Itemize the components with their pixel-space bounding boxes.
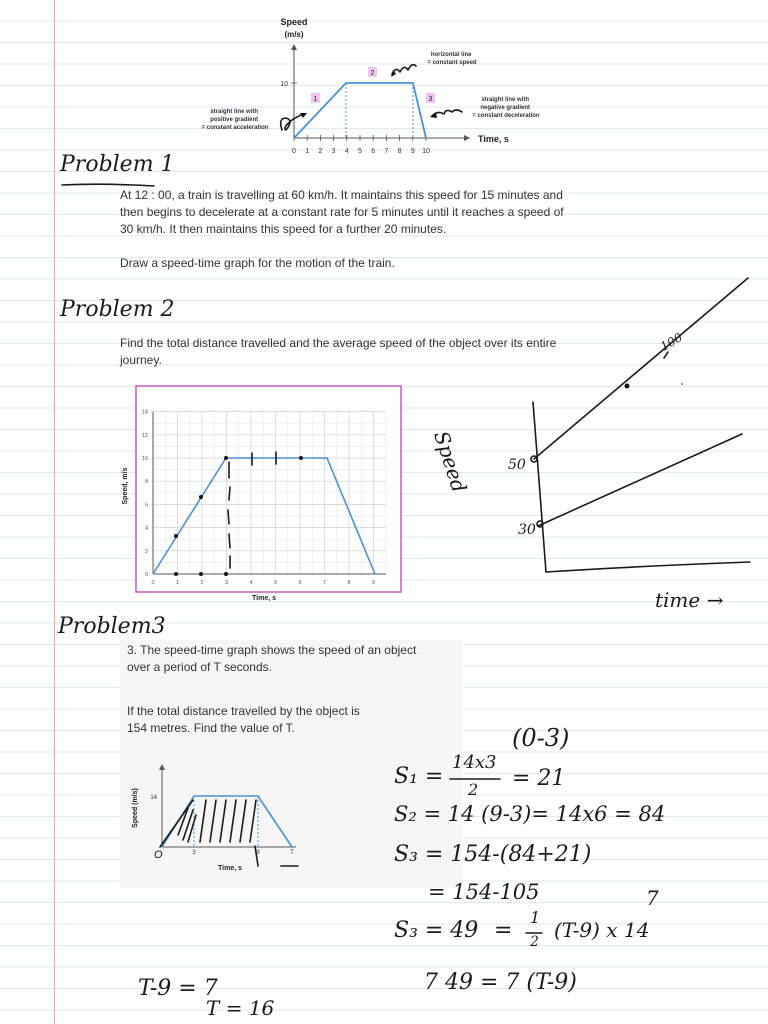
working-s1: S₁ = (394, 764, 444, 789)
problem2-line-2: journey. (120, 353, 162, 367)
figure1-x-tick-label: 10 (422, 148, 430, 155)
problem3-hatching (160, 800, 298, 866)
figure1-x-tick-label: 8 (397, 148, 402, 155)
problem3-y-label: Speed (m/s) (132, 788, 139, 828)
working-half-numerator: 1 (530, 908, 541, 927)
problem3-line-1: 3. The speed-time graph shows the speed of an object (127, 643, 417, 657)
problem2-y-tick-label: 6 (144, 502, 148, 509)
figure1-x-tick-label: 1 (305, 148, 310, 155)
problem3-x-tick-9: 9 (256, 850, 260, 856)
problem3-line-2: over a period of T seconds. (127, 660, 272, 674)
working-s2: S₂ = 14 (9-3)= 14x6 = 84 (394, 802, 666, 826)
figure1-y-tick: 10 (280, 81, 288, 88)
reference-speed-time-figure (180, 10, 570, 160)
problem2-x-tick-label: 3 (224, 580, 229, 586)
problem2-y-tick-label: 14 (141, 409, 148, 416)
figure1-marker-3: 3 (428, 96, 433, 103)
problem2-heading: Problem 2 (60, 297, 175, 322)
figure1-x-tick-label: 3 (331, 148, 336, 155)
working-seven-note: 7 (646, 886, 659, 910)
problem2-y-tick-label: 10 (141, 456, 148, 462)
figure1-x-tick-label: 5 (358, 148, 362, 155)
working-s3d-rest: (T-9) x 14 (554, 918, 650, 942)
problem2-x-tick-label: 2 (200, 580, 204, 586)
problem2-x-tick-label: 9 (371, 580, 376, 586)
figure1-note-down: straight line with negative gradient = constant deceleration (472, 97, 540, 119)
problem3-x-tick-3: 3 (192, 850, 196, 856)
sketch-time-label: time → (655, 588, 724, 612)
hand-drawn-sketch-graph (450, 270, 760, 620)
figure1-marker-1: 1 (313, 96, 318, 103)
sketch-value-50: 50 (508, 457, 526, 473)
problem3-text-1 (127, 642, 416, 676)
working-interval: (0-3) (512, 724, 570, 752)
problem3-speed-line (162, 796, 292, 847)
working-s1-result: = 21 (512, 766, 566, 791)
problem2-y-tick-label: 4 (144, 525, 148, 532)
problem2-x-tick-label: 0 (151, 580, 155, 586)
problem1-line-2: then begins to decelerate at a constant rate for 5 minutes until it reaches a speed of (120, 205, 564, 219)
problem2-x-tick-label: 8 (347, 580, 351, 586)
figure1-y-unit: (m/s) (284, 30, 304, 39)
working-t2: T = 16 (206, 996, 275, 1020)
working-t1: T-9 = 7 (138, 976, 218, 1001)
problem3-speed-time-chart (120, 760, 320, 880)
problem1-heading: Problem 1 (60, 152, 175, 177)
figure1-x-label: Time, s (478, 134, 509, 144)
problem3-y-tick: 14 (150, 795, 157, 801)
problem3-line-3: If the total distance travelled by the object is (127, 704, 360, 718)
problem3-text-2 (127, 703, 360, 737)
problem2-x-tick-label: 4 (249, 580, 253, 586)
problem2-x-tick-label: 7 (322, 580, 327, 586)
problem2-y-label: Speed, m/s (122, 467, 129, 505)
working-s3d-equals: = (494, 918, 513, 943)
working-s3e: 7 49 = 7 (T-9) (424, 970, 577, 995)
problem2-speed-time-chart (110, 384, 405, 606)
problem2-x-tick-label: 1 (175, 580, 180, 586)
problem2-y-tick-label: 8 (144, 479, 148, 486)
figure1-marker-2: 2 (370, 70, 375, 77)
figure1-x-arrow (464, 135, 470, 141)
figure1-x-tick-label: 6 (371, 148, 376, 155)
working-s3b: = 154-105 (428, 880, 540, 904)
sketch-speed-label: Speed (429, 428, 472, 496)
figure1-speed-line (294, 83, 426, 138)
problem1-line-3: 30 km/h. It then maintains this speed for a further 20 minutes. (120, 222, 447, 236)
working-s3c: S₃ = 49 (394, 918, 479, 943)
figure1-y-title: Speed (280, 17, 308, 27)
working-half-denominator: 2 (530, 934, 539, 950)
problem3-heading: Problem3 (58, 614, 166, 639)
figure1-x-tick-label: 9 (410, 148, 415, 155)
problem2-y-tick-label: 0 (144, 572, 148, 578)
problem2-y-tick-label: 12 (141, 432, 148, 439)
problem2-y-tick-label: 2 (144, 548, 148, 555)
sketch-value-30: 30 (518, 522, 536, 538)
problem1-text (120, 187, 564, 272)
figure1-x-tick-label: 2 (318, 148, 323, 155)
figure1-x-tick-label: 7 (384, 148, 389, 155)
sketch-value-100: 100 (658, 330, 685, 354)
problem3-origin-mark: O (154, 849, 163, 861)
problem1-instruction: Draw a speed-time graph for the motion of the train. (120, 256, 395, 270)
figure1-note-up: straight line with positive gradient = constant acceleration (201, 109, 269, 131)
figure1-x-tick-label: 4 (344, 148, 349, 155)
problem3-x-label: Time, s (218, 865, 242, 872)
problem2-x-label: Time, s (252, 595, 276, 602)
figure1-y-arrow (291, 44, 297, 50)
problem2-x-tick-label: 5 (273, 580, 278, 586)
working-s1-numerator: 14x3 (452, 752, 497, 773)
figure1-x-tick-label: 0 (292, 148, 296, 155)
working-s3a: S₃ = 154-(84+21) (394, 842, 592, 867)
figure1-note-flat: horizontal line = constant speed (427, 52, 477, 66)
working-s1-denominator: 2 (468, 780, 479, 799)
problem3-x-tick-T: T (290, 850, 294, 856)
problem2-x-tick-label: 6 (298, 580, 302, 586)
problem3-line-4: 154 metres. Find the value of T. (127, 721, 295, 735)
problem1-line-1: At 12 : 00, a train is travelling at 60 km/h. It maintains this speed for 15 minutes and (120, 188, 563, 202)
margin-line (54, 0, 55, 1024)
problem2-line-1: Find the total distance travelled and the average speed of the object over its entire (120, 336, 557, 350)
